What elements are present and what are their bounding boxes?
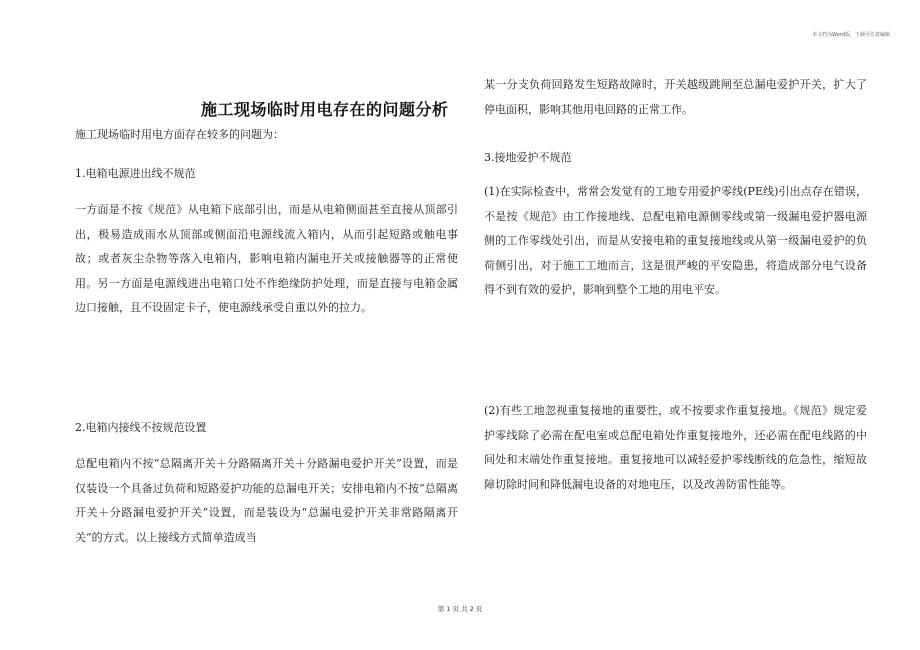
section-3-item-1: (1)在实际检查中，常常会发觉有的工地专用爱护零线(PE线)引出点存在错误，不是按《规范》由工作接地线、总配电箱电源侧零线或第一级漏电爱护器电源侧的工作零线处引出，而是从安接电箱的重复接地线或从第一级漏电爱护的负荷侧引出，对于施工工地而言，这是很严峻的平安隐患，将造成部分电气设备得不到有效的爱护，影响到整个工地的用电平安。 xyxy=(484,185,867,297)
section-2-continuation: 某一分支负荷回路发生短路故障时，开关越级跳闸至总漏电爱护开关，扩大了停电面积，影响其他用电回路的正常工作。 xyxy=(484,78,867,116)
section-2-heading: 2.电箱内接线不按规范设置 xyxy=(75,421,207,434)
section-3-item-2: (2)有些工地忽视重复接地的重要性，或不按要求作重复接地。《规范》规定爱护零线除了必需在配电室或总配电箱处作重复接地外，还必需在配电线路的中间处和末端处作重复接地。重复接地可以减轻爱护零线断线的危急性，缩短故障切除时间和降低漏电设备的对地电压，以及改善防雷性能等。 xyxy=(484,404,867,491)
section-3-heading: 3.接地爱护不规范 xyxy=(484,151,572,164)
intro-text: 施工现场临时用电方面存在较多的问题为： xyxy=(75,128,284,141)
section-1-heading: 1.电箱电源进出线不规范 xyxy=(75,167,196,180)
section-2-paragraph: 总配电箱内不按“总隔离开关＋分路隔离开关＋分路漏电爱护开关”设置，而是仅装设一个具备过负荷和短路爱护功能的总漏电开关；安排电箱内不按“总隔离开关＋分路漏电爱护开关”设置，而是装设为“总漏电爱护开关非常路隔离开关”的方式。以上接线方式简单造成当 xyxy=(75,457,458,544)
document-title: 施工现场临时用电存在的问题分析 xyxy=(201,99,449,119)
page-number-footer: 第 1 页 共 2 页 xyxy=(437,605,483,613)
section-1-paragraph: 一方面是不按《规范》从电箱下底部引出，而是从电箱侧面甚至直接从顶部引出，极易造成雨水从顶部或侧面沿电源线流入箱内，从而引起短路或触电事故；或者灰尘杂物等落入电箱内，影响电箱内漏电开关或接触器等的正常使用。另一方面是电源线进出电箱口处不作绝缘防护处理，而是直接与电箱金属边口接触，且不设固定卡子，使电源线承受自重以外的拉力。 xyxy=(75,203,458,315)
header-note: 本文档为Word版，下载可任意编辑 xyxy=(812,32,890,38)
